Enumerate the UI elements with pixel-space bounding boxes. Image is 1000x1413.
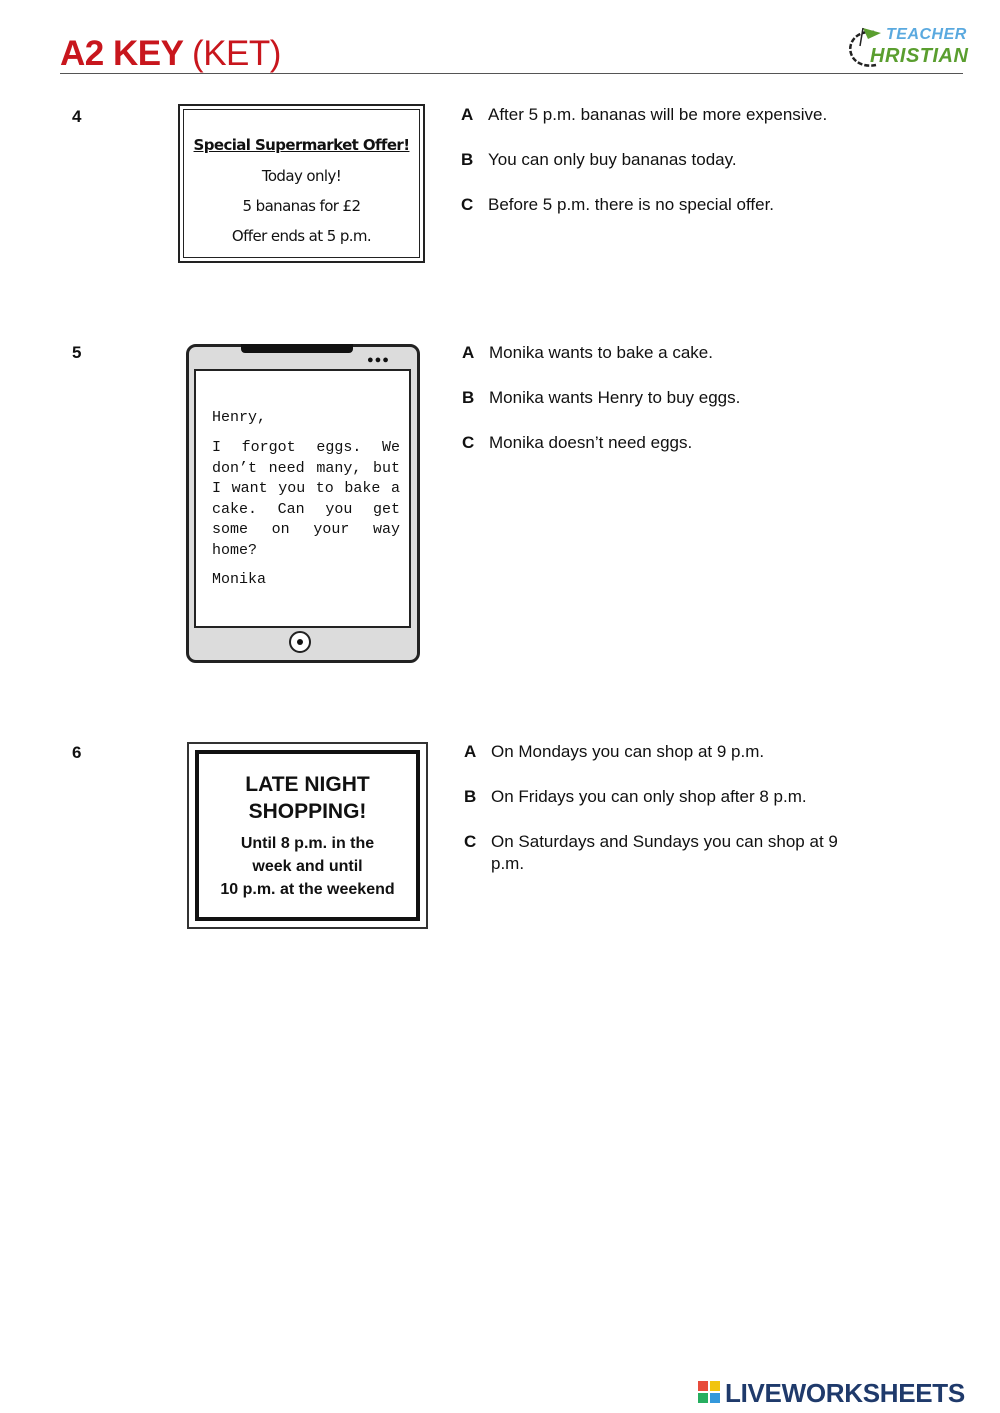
phone-camera-dots-icon: ●●●	[367, 354, 390, 366]
liveworksheets-wordmark: LIVEWORKSHEETS	[725, 1378, 965, 1408]
option-letter: C	[462, 433, 475, 452]
question-number: 6	[72, 743, 82, 762]
option-letter: B	[464, 787, 477, 806]
sign-inner-border	[195, 750, 420, 921]
answer-option-a[interactable]	[461, 104, 861, 126]
answer-option-a[interactable]	[462, 342, 862, 364]
teacher-christian-logo	[846, 24, 969, 70]
answer-option-b[interactable]	[464, 786, 864, 808]
title-main: A2 KEY	[60, 34, 183, 73]
option-text: On Saturdays and Sundays you can shop at 9 p.m.	[491, 832, 838, 873]
sign-inner-border	[183, 109, 420, 258]
answer-option-c[interactable]	[461, 194, 861, 216]
question-number: 5	[72, 343, 82, 362]
sign-line: 10 p.m. at the weekend	[220, 881, 395, 898]
option-letter: B	[461, 150, 474, 169]
logo-block	[710, 1393, 720, 1403]
answer-option-b[interactable]	[462, 387, 862, 409]
supermarket-offer-sign	[178, 104, 425, 263]
logo-block	[710, 1381, 720, 1391]
late-night-shopping-sign	[187, 742, 428, 929]
message-greeting: Henry,	[212, 409, 267, 426]
option-letter: A	[464, 742, 477, 761]
sign-line: week and until	[252, 858, 363, 875]
option-text: On Fridays you can only shop after 8 p.m.	[491, 787, 807, 806]
sign-line: 5 bananas for £2	[242, 197, 361, 215]
answer-option-b[interactable]	[461, 149, 861, 171]
option-text: Monika wants Henry to buy eggs.	[489, 388, 741, 407]
option-letter: C	[461, 195, 474, 214]
option-letter: A	[462, 343, 475, 362]
answer-option-c[interactable]	[462, 432, 862, 454]
logo-block	[698, 1393, 708, 1403]
phone-home-button-icon	[289, 631, 311, 653]
option-text: Monika wants to bake a cake.	[489, 343, 713, 362]
option-letter: A	[461, 105, 474, 124]
option-letter: B	[462, 388, 475, 407]
header-divider	[60, 73, 963, 74]
sign-heading: Special Supermarket Offer!	[193, 136, 410, 154]
option-letter: C	[464, 832, 477, 851]
liveworksheets-brand	[698, 1378, 998, 1410]
answer-option-c[interactable]	[464, 831, 844, 875]
option-text: Before 5 p.m. there is no special offer.	[488, 195, 775, 214]
sign-line: Until 8 p.m. in the	[240, 835, 375, 852]
phone-message-illustration	[186, 344, 420, 663]
logo-block	[698, 1381, 708, 1391]
logo-christian-text: HRISTIAN	[870, 45, 969, 67]
phone-screen	[194, 369, 411, 628]
question-number: 4	[72, 107, 82, 126]
sign-line: Today only!	[261, 167, 342, 185]
message-signature: Monika	[212, 571, 267, 588]
logo-teacher-text: TEACHER	[886, 26, 967, 43]
title-sub: (KET)	[192, 34, 281, 73]
page-title	[60, 34, 281, 74]
option-text: On Mondays you can shop at 9 p.m.	[491, 742, 765, 761]
answer-option-a[interactable]	[464, 741, 864, 763]
option-text: After 5 p.m. bananas will be more expensive.	[488, 105, 828, 124]
option-text: You can only buy bananas today.	[488, 150, 737, 169]
liveworksheets-logo-icon	[698, 1381, 722, 1405]
option-text: Monika doesn’t need eggs.	[489, 433, 693, 452]
phone-speaker-notch	[241, 344, 353, 353]
message-body: I forgot eggs. We don’t need many, but I want you to bake a cake. Can you get some on your way home?	[212, 439, 400, 559]
sign-line: Offer ends at 5 p.m.	[231, 227, 372, 245]
sign-heading: LATE NIGHT SHOPPING!	[245, 773, 370, 823]
sign-body	[199, 832, 416, 901]
